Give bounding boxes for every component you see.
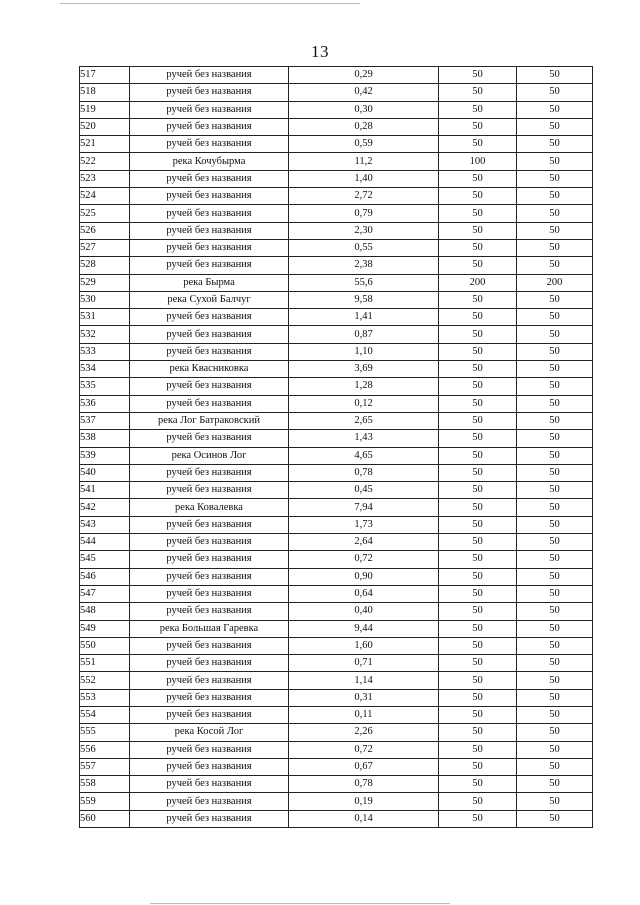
zone-width: 50 <box>439 689 517 706</box>
table-row <box>80 257 593 274</box>
strip-width: 50 <box>517 672 593 689</box>
water-body-name: ручей без названия <box>130 793 289 810</box>
strip-width: 50 <box>517 655 593 672</box>
water-body-name: ручей без названия <box>130 534 289 551</box>
length-value: 1,10 <box>289 343 439 360</box>
table-row <box>80 672 593 689</box>
zone-width: 50 <box>439 706 517 723</box>
zone-width: 50 <box>439 447 517 464</box>
length-value: 0,71 <box>289 655 439 672</box>
row-number: 530 <box>80 291 130 308</box>
row-number: 522 <box>80 153 130 170</box>
row-number: 552 <box>80 672 130 689</box>
water-body-name: ручей без названия <box>130 706 289 723</box>
strip-width: 50 <box>517 689 593 706</box>
strip-width: 50 <box>517 724 593 741</box>
length-value: 1,14 <box>289 672 439 689</box>
table-row <box>80 291 593 308</box>
water-body-name: ручей без названия <box>130 464 289 481</box>
water-body-name: река Ковалевка <box>130 499 289 516</box>
table-row <box>80 239 593 256</box>
row-number: 553 <box>80 689 130 706</box>
strip-width: 50 <box>517 706 593 723</box>
water-body-name: ручей без названия <box>130 326 289 343</box>
zone-width: 50 <box>439 395 517 412</box>
water-body-name: ручей без названия <box>130 689 289 706</box>
zone-width: 50 <box>439 170 517 187</box>
water-body-name: ручей без названия <box>130 170 289 187</box>
strip-width: 50 <box>517 309 593 326</box>
table-row <box>80 430 593 447</box>
strip-width: 50 <box>517 810 593 827</box>
page-number: 13 <box>311 42 329 61</box>
length-value: 1,60 <box>289 637 439 654</box>
row-number: 548 <box>80 603 130 620</box>
strip-width: 50 <box>517 430 593 447</box>
water-body-name: ручей без названия <box>130 205 289 222</box>
row-number: 558 <box>80 776 130 793</box>
strip-width: 50 <box>517 291 593 308</box>
zone-width: 50 <box>439 118 517 135</box>
water-body-name: ручей без названия <box>130 257 289 274</box>
length-value: 0,12 <box>289 395 439 412</box>
water-body-name: ручей без названия <box>130 603 289 620</box>
table-row <box>80 516 593 533</box>
strip-width: 50 <box>517 84 593 101</box>
zone-width: 50 <box>439 793 517 810</box>
row-number: 544 <box>80 534 130 551</box>
row-number: 519 <box>80 101 130 118</box>
row-number: 545 <box>80 551 130 568</box>
length-value: 0,72 <box>289 741 439 758</box>
zone-width: 50 <box>439 741 517 758</box>
table-row <box>80 758 593 775</box>
zone-width: 50 <box>439 810 517 827</box>
strip-width: 50 <box>517 568 593 585</box>
water-body-name: река Большая Гаревка <box>130 620 289 637</box>
zone-width: 50 <box>439 222 517 239</box>
strip-width: 50 <box>517 153 593 170</box>
strip-width: 50 <box>517 118 593 135</box>
table-row <box>80 170 593 187</box>
water-body-name: ручей без названия <box>130 516 289 533</box>
row-number: 528 <box>80 257 130 274</box>
zone-width: 50 <box>439 378 517 395</box>
water-body-name: ручей без названия <box>130 84 289 101</box>
table-row <box>80 655 593 672</box>
zone-width: 50 <box>439 412 517 429</box>
row-number: 557 <box>80 758 130 775</box>
table-row <box>80 447 593 464</box>
row-number: 524 <box>80 188 130 205</box>
strip-width: 50 <box>517 343 593 360</box>
table-row <box>80 706 593 723</box>
row-number: 517 <box>80 67 130 84</box>
water-body-name: ручей без названия <box>130 655 289 672</box>
water-body-name: ручей без названия <box>130 378 289 395</box>
water-bodies-table <box>79 66 593 828</box>
length-value: 1,73 <box>289 516 439 533</box>
strip-width: 50 <box>517 447 593 464</box>
row-number: 539 <box>80 447 130 464</box>
water-body-name: река Квасниковка <box>130 361 289 378</box>
table-row <box>80 637 593 654</box>
water-body-name: ручей без названия <box>130 395 289 412</box>
water-body-name: ручей без названия <box>130 239 289 256</box>
row-number: 527 <box>80 239 130 256</box>
length-value: 0,87 <box>289 326 439 343</box>
water-body-name: ручей без названия <box>130 551 289 568</box>
table-row <box>80 464 593 481</box>
zone-width: 50 <box>439 620 517 637</box>
table-row <box>80 222 593 239</box>
strip-width: 50 <box>517 188 593 205</box>
water-body-name: ручей без названия <box>130 222 289 239</box>
length-value: 1,43 <box>289 430 439 447</box>
length-value: 4,65 <box>289 447 439 464</box>
scan-artifact <box>60 3 360 4</box>
water-body-name: река Бырма <box>130 274 289 291</box>
row-number: 541 <box>80 482 130 499</box>
length-value: 0,31 <box>289 689 439 706</box>
table-row <box>80 603 593 620</box>
strip-width: 50 <box>517 793 593 810</box>
length-value: 0,79 <box>289 205 439 222</box>
water-body-name: ручей без названия <box>130 482 289 499</box>
strip-width: 50 <box>517 534 593 551</box>
table-row <box>80 67 593 84</box>
length-value: 0,72 <box>289 551 439 568</box>
strip-width: 50 <box>517 603 593 620</box>
row-number: 559 <box>80 793 130 810</box>
length-value: 1,41 <box>289 309 439 326</box>
water-body-name: ручей без названия <box>130 188 289 205</box>
water-body-name: ручей без названия <box>130 136 289 153</box>
zone-width: 50 <box>439 361 517 378</box>
water-body-name: ручей без названия <box>130 810 289 827</box>
row-number: 555 <box>80 724 130 741</box>
length-value: 3,69 <box>289 361 439 378</box>
strip-width: 50 <box>517 239 593 256</box>
table-row <box>80 551 593 568</box>
zone-width: 50 <box>439 603 517 620</box>
row-number: 538 <box>80 430 130 447</box>
length-value: 2,72 <box>289 188 439 205</box>
strip-width: 50 <box>517 516 593 533</box>
strip-width: 50 <box>517 499 593 516</box>
zone-width: 50 <box>439 482 517 499</box>
table-row <box>80 689 593 706</box>
zone-width: 50 <box>439 343 517 360</box>
zone-width: 50 <box>439 776 517 793</box>
table-body <box>80 67 593 828</box>
strip-width: 50 <box>517 395 593 412</box>
length-value: 2,26 <box>289 724 439 741</box>
row-number: 534 <box>80 361 130 378</box>
length-value: 1,40 <box>289 170 439 187</box>
row-number: 560 <box>80 810 130 827</box>
strip-width: 50 <box>517 101 593 118</box>
strip-width: 50 <box>517 136 593 153</box>
length-value: 55,6 <box>289 274 439 291</box>
table-row <box>80 741 593 758</box>
zone-width: 50 <box>439 551 517 568</box>
row-number: 546 <box>80 568 130 585</box>
table-row <box>80 84 593 101</box>
length-value: 0,11 <box>289 706 439 723</box>
zone-width: 50 <box>439 464 517 481</box>
row-number: 526 <box>80 222 130 239</box>
zone-width: 50 <box>439 239 517 256</box>
table-row <box>80 534 593 551</box>
row-number: 540 <box>80 464 130 481</box>
zone-width: 50 <box>439 326 517 343</box>
table-row <box>80 412 593 429</box>
row-number: 556 <box>80 741 130 758</box>
row-number: 551 <box>80 655 130 672</box>
strip-width: 50 <box>517 361 593 378</box>
row-number: 520 <box>80 118 130 135</box>
table-row <box>80 568 593 585</box>
water-body-name: ручей без названия <box>130 758 289 775</box>
table-row <box>80 585 593 602</box>
table-row <box>80 395 593 412</box>
table-row <box>80 620 593 637</box>
strip-width: 50 <box>517 758 593 775</box>
zone-width: 50 <box>439 188 517 205</box>
length-value: 0,59 <box>289 136 439 153</box>
zone-width: 200 <box>439 274 517 291</box>
zone-width: 50 <box>439 585 517 602</box>
length-value: 0,90 <box>289 568 439 585</box>
length-value: 0,29 <box>289 67 439 84</box>
strip-width: 50 <box>517 776 593 793</box>
strip-width: 50 <box>517 222 593 239</box>
row-number: 542 <box>80 499 130 516</box>
water-body-name: ручей без названия <box>130 67 289 84</box>
zone-width: 50 <box>439 257 517 274</box>
table-row <box>80 482 593 499</box>
water-body-name: река Осинов Лог <box>130 447 289 464</box>
table-row <box>80 776 593 793</box>
table-row <box>80 361 593 378</box>
table-row <box>80 153 593 170</box>
strip-width: 50 <box>517 620 593 637</box>
row-number: 523 <box>80 170 130 187</box>
water-body-name: ручей без названия <box>130 309 289 326</box>
zone-width: 50 <box>439 637 517 654</box>
strip-width: 50 <box>517 170 593 187</box>
table-row <box>80 343 593 360</box>
table-row <box>80 136 593 153</box>
strip-width: 50 <box>517 378 593 395</box>
strip-width: 50 <box>517 412 593 429</box>
row-number: 550 <box>80 637 130 654</box>
strip-width: 50 <box>517 482 593 499</box>
zone-width: 50 <box>439 499 517 516</box>
row-number: 532 <box>80 326 130 343</box>
table-row <box>80 188 593 205</box>
zone-width: 50 <box>439 758 517 775</box>
strip-width: 200 <box>517 274 593 291</box>
zone-width: 50 <box>439 430 517 447</box>
table-row <box>80 326 593 343</box>
water-body-name: река Сухой Балчуг <box>130 291 289 308</box>
length-value: 2,65 <box>289 412 439 429</box>
length-value: 0,14 <box>289 810 439 827</box>
table-row <box>80 118 593 135</box>
strip-width: 50 <box>517 205 593 222</box>
water-body-name: ручей без названия <box>130 741 289 758</box>
strip-width: 50 <box>517 637 593 654</box>
table-row <box>80 810 593 827</box>
table-row <box>80 101 593 118</box>
length-value: 1,28 <box>289 378 439 395</box>
row-number: 547 <box>80 585 130 602</box>
length-value: 0,78 <box>289 776 439 793</box>
row-number: 535 <box>80 378 130 395</box>
length-value: 0,55 <box>289 239 439 256</box>
length-value: 0,19 <box>289 793 439 810</box>
zone-width: 50 <box>439 101 517 118</box>
scan-artifact <box>150 903 450 904</box>
row-number: 537 <box>80 412 130 429</box>
water-body-name: ручей без названия <box>130 568 289 585</box>
row-number: 529 <box>80 274 130 291</box>
table-row <box>80 378 593 395</box>
water-body-name: ручей без названия <box>130 430 289 447</box>
length-value: 2,64 <box>289 534 439 551</box>
table-row <box>80 499 593 516</box>
length-value: 9,58 <box>289 291 439 308</box>
length-value: 0,78 <box>289 464 439 481</box>
row-number: 536 <box>80 395 130 412</box>
table-row <box>80 724 593 741</box>
water-body-name: ручей без названия <box>130 101 289 118</box>
length-value: 7,94 <box>289 499 439 516</box>
row-number: 554 <box>80 706 130 723</box>
row-number: 518 <box>80 84 130 101</box>
length-value: 0,28 <box>289 118 439 135</box>
zone-width: 100 <box>439 153 517 170</box>
table-row <box>80 309 593 326</box>
zone-width: 50 <box>439 67 517 84</box>
length-value: 2,38 <box>289 257 439 274</box>
water-body-name: ручей без названия <box>130 118 289 135</box>
zone-width: 50 <box>439 672 517 689</box>
strip-width: 50 <box>517 551 593 568</box>
strip-width: 50 <box>517 326 593 343</box>
strip-width: 50 <box>517 464 593 481</box>
water-body-name: ручей без названия <box>130 637 289 654</box>
strip-width: 50 <box>517 585 593 602</box>
zone-width: 50 <box>439 291 517 308</box>
zone-width: 50 <box>439 205 517 222</box>
length-value: 0,42 <box>289 84 439 101</box>
row-number: 533 <box>80 343 130 360</box>
row-number: 525 <box>80 205 130 222</box>
length-value: 0,30 <box>289 101 439 118</box>
row-number: 549 <box>80 620 130 637</box>
water-body-name: река Кочубырма <box>130 153 289 170</box>
water-body-name: ручей без названия <box>130 776 289 793</box>
zone-width: 50 <box>439 534 517 551</box>
length-value: 0,67 <box>289 758 439 775</box>
strip-width: 50 <box>517 67 593 84</box>
zone-width: 50 <box>439 568 517 585</box>
strip-width: 50 <box>517 257 593 274</box>
water-body-name: ручей без названия <box>130 585 289 602</box>
length-value: 9,44 <box>289 620 439 637</box>
water-body-name: река Косой Лог <box>130 724 289 741</box>
water-body-name: ручей без названия <box>130 672 289 689</box>
zone-width: 50 <box>439 724 517 741</box>
length-value: 0,45 <box>289 482 439 499</box>
water-body-name: река Лог Батраковский <box>130 412 289 429</box>
table-row <box>80 274 593 291</box>
zone-width: 50 <box>439 516 517 533</box>
length-value: 0,40 <box>289 603 439 620</box>
zone-width: 50 <box>439 136 517 153</box>
length-value: 0,64 <box>289 585 439 602</box>
row-number: 531 <box>80 309 130 326</box>
row-number: 543 <box>80 516 130 533</box>
strip-width: 50 <box>517 741 593 758</box>
zone-width: 50 <box>439 309 517 326</box>
zone-width: 50 <box>439 84 517 101</box>
water-body-name: ручей без названия <box>130 343 289 360</box>
length-value: 11,2 <box>289 153 439 170</box>
row-number: 521 <box>80 136 130 153</box>
zone-width: 50 <box>439 655 517 672</box>
table-row <box>80 793 593 810</box>
table-row <box>80 205 593 222</box>
length-value: 2,30 <box>289 222 439 239</box>
